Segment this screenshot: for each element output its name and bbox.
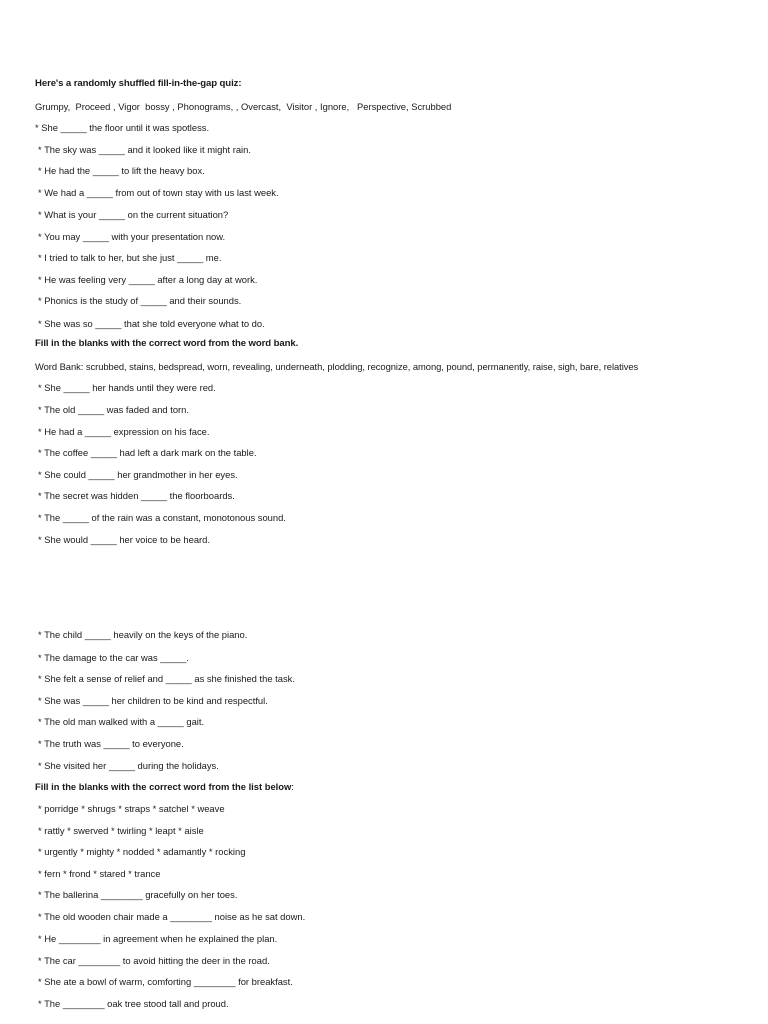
section3-heading-suffix: :	[291, 781, 294, 792]
quiz-item: * The coffee _____ had left a dark mark on the table.	[38, 447, 257, 458]
quiz-item: * She felt a sense of relief and _____ as she finished the task.	[38, 673, 295, 684]
quiz-item: * He had the _____ to lift the heavy box.	[38, 165, 205, 176]
word-list-row: * porridge * shrugs * straps * satchel * weave	[38, 803, 225, 814]
section3-heading-line	[35, 781, 294, 793]
quiz-item: * The car ________ to avoid hitting the deer in the road.	[38, 955, 270, 966]
quiz-item: * The _____ of the rain was a constant, monotonous sound.	[38, 512, 286, 523]
quiz-item: * He was feeling very _____ after a long day at work.	[38, 274, 258, 285]
quiz-item: * The truth was _____ to everyone.	[38, 738, 184, 749]
quiz-item: * She was _____ her children to be kind and respectful.	[38, 695, 268, 706]
quiz-item: * She was so _____ that she told everyone what to do.	[38, 318, 265, 329]
quiz-item: * The child _____ heavily on the keys of the piano.	[38, 629, 248, 640]
quiz-item: * She ate a bowl of warm, comforting ________ for breakfast.	[38, 976, 293, 987]
quiz-item: * We had a _____ from out of town stay with us last week.	[38, 187, 279, 198]
section2-heading: Fill in the blanks with the correct word from the word bank.	[35, 338, 299, 349]
quiz-item: * The damage to the car was _____.	[38, 652, 189, 663]
word-list-row: * rattly * swerved * twirling * leapt * aisle	[38, 825, 204, 836]
quiz-item: * She would _____ her voice to be heard.	[38, 534, 210, 545]
quiz-item: * The ________ oak tree stood tall and proud.	[38, 998, 229, 1009]
quiz-item: * I tried to talk to her, but she just _____ me.	[38, 252, 222, 263]
quiz-item: * She _____ the floor until it was spotless.	[35, 122, 210, 133]
quiz-item: * The old wooden chair made a ________ noise as he sat down.	[38, 911, 306, 922]
quiz-item: * The old man walked with a _____ gait.	[38, 716, 205, 727]
quiz-item: * He had a _____ expression on his face.	[38, 426, 210, 437]
section1-heading: Here's a randomly shuffled fill-in-the-gap quiz:	[35, 78, 242, 89]
quiz-item: * She _____ her hands until they were red.	[38, 382, 216, 393]
quiz-item: * The secret was hidden _____ the floorboards.	[38, 490, 235, 501]
word-list-row: * fern * frond * stared * trance	[38, 868, 161, 879]
quiz-item: * She could _____ her grandmother in her eyes.	[38, 469, 238, 480]
quiz-item: * What is your _____ on the current situation?	[38, 209, 229, 220]
word-list-row: * urgently * mighty * nodded * adamantly * rocking	[38, 846, 246, 857]
section2-word-bank: Word Bank: scrubbed, stains, bedspread, worn, revealing, underneath, plodding, recognize, among, pound, permanently, raise, sigh, bare, relatives	[35, 361, 639, 372]
quiz-item: * The old _____ was faded and torn.	[38, 404, 189, 415]
quiz-item: * You may _____ with your presentation now.	[38, 231, 226, 242]
quiz-item: * The sky was _____ and it looked like it might rain.	[38, 144, 251, 155]
quiz-item: * The ballerina ________ gracefully on her toes.	[38, 889, 238, 900]
quiz-item: * He ________ in agreement when he explained the plan.	[38, 933, 278, 944]
section3-heading: Fill in the blanks with the correct word from the list below	[35, 781, 292, 792]
section1-word-list: Grumpy, Proceed , Vigor bossy , Phonograms, , Overcast, Visitor , Ignore, Perspective, Scrubbed	[35, 101, 452, 112]
quiz-item: * Phonics is the study of _____ and their sounds.	[38, 295, 242, 306]
quiz-item: * She visited her _____ during the holidays.	[38, 760, 219, 771]
